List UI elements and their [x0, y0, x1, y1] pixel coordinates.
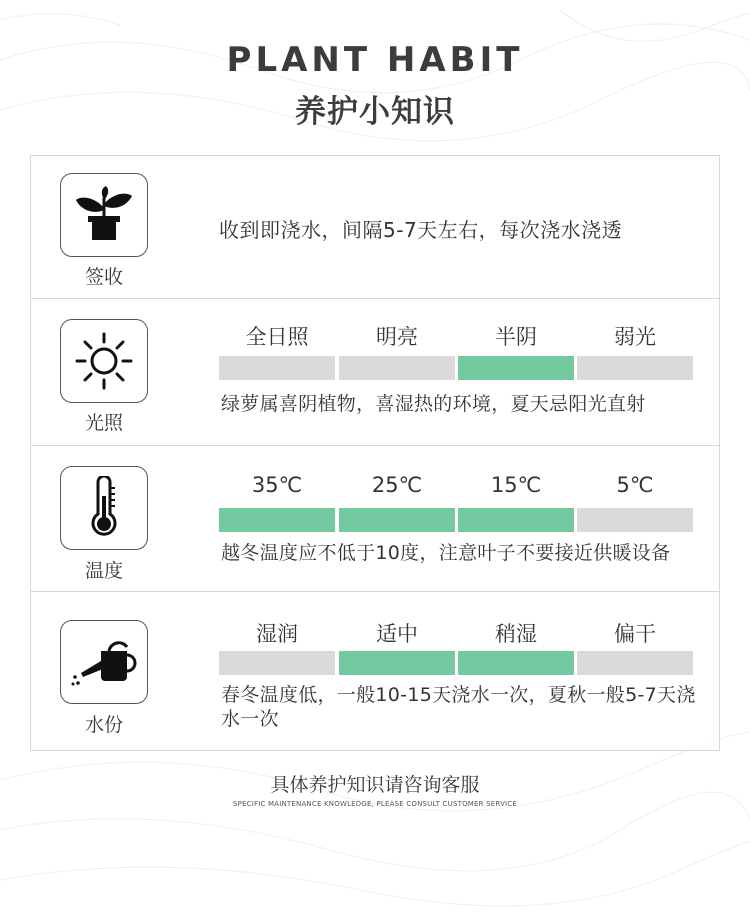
water-level-bars — [219, 651, 695, 675]
level-bar — [339, 356, 455, 380]
icon-box-light — [60, 319, 148, 403]
level-label: 全日照 — [245, 325, 309, 349]
temperature-description: 越冬温度应不低于10度，注意叶子不要接近供暖设备 — [221, 542, 671, 564]
footer-consult-text-english: SPECIFIC MAINTENANCE KNOWLEDGE, PLEASE CONSULT CUSTOMER SERVICE — [232, 800, 518, 808]
page-title-chinese: 养护小知识 — [295, 94, 455, 130]
water-level-labels — [219, 618, 695, 648]
level-bar — [339, 651, 455, 675]
potted-plant-icon — [74, 186, 134, 244]
level-bar — [339, 508, 455, 532]
level-label: 半阴 — [495, 325, 537, 349]
level-bar — [577, 508, 693, 532]
level-label: 偏干 — [614, 622, 656, 646]
row-temperature — [31, 446, 719, 592]
level-label: 5℃ — [616, 473, 654, 497]
icon-box-receipt — [60, 173, 148, 257]
light-level-labels — [219, 321, 695, 351]
level-bar — [458, 508, 574, 532]
sun-icon — [74, 331, 134, 391]
level-label: 适中 — [376, 622, 418, 646]
light-level-bars — [219, 356, 695, 380]
level-label: 明亮 — [376, 325, 418, 349]
level-bar — [577, 651, 693, 675]
row-receipt — [31, 156, 719, 299]
row-label-water: 水份 — [84, 714, 123, 736]
row-light — [31, 299, 719, 446]
level-label: 25℃ — [371, 473, 423, 497]
water-description: 春冬温度低，一般10-15天浇水一次，夏秋一般5-7天浇水一次 — [221, 684, 696, 730]
icon-box-temperature — [60, 466, 148, 550]
level-bar — [219, 651, 335, 675]
level-bar — [219, 356, 335, 380]
temperature-level-labels — [219, 473, 695, 503]
level-label: 弱光 — [614, 325, 656, 349]
level-label: 稍湿 — [495, 622, 537, 646]
thermometer-icon — [84, 476, 124, 540]
level-bar — [219, 508, 335, 532]
receipt-instruction: 收到即浇水，间隔5-7天左右，每次浇水浇透 — [219, 218, 623, 242]
footer-consult-text: 具体养护知识请咨询客服 — [270, 774, 480, 796]
row-label-light: 光照 — [84, 412, 123, 434]
level-label: 35℃ — [251, 473, 303, 497]
icon-box-water — [60, 620, 148, 704]
care-info-card — [30, 155, 720, 751]
row-water — [31, 592, 719, 750]
row-label-temperature: 温度 — [84, 560, 123, 582]
level-label: 15℃ — [490, 473, 542, 497]
level-label: 湿润 — [256, 622, 298, 646]
level-bar — [577, 356, 693, 380]
level-bar — [458, 651, 574, 675]
watering-can-icon — [71, 637, 137, 687]
row-label-receipt: 签收 — [84, 266, 123, 288]
level-bar — [458, 356, 574, 380]
temperature-level-bars — [219, 508, 695, 532]
light-description: 绿萝属喜阴植物，喜湿热的环境，夏天忌阳光直射 — [221, 393, 646, 415]
page-title-english: PLANT HABIT — [226, 40, 524, 80]
